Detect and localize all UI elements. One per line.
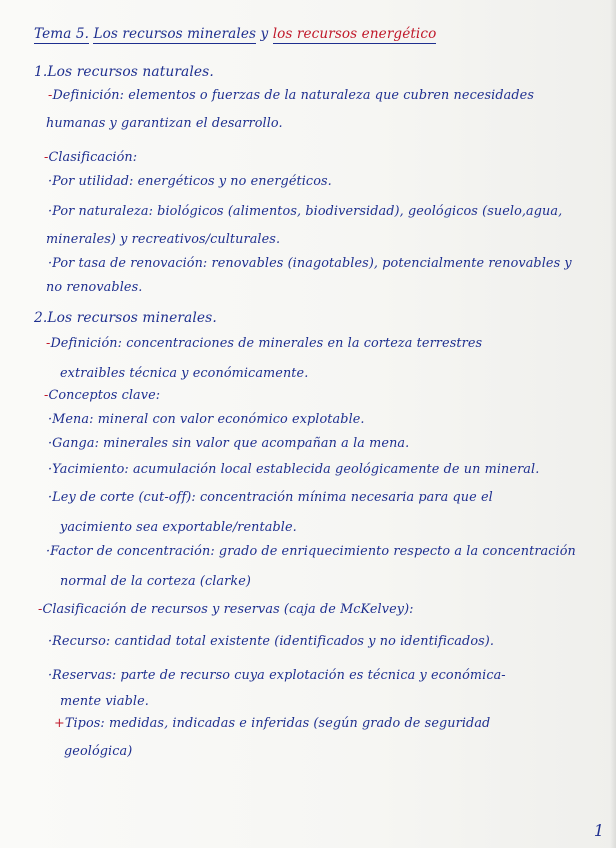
s2-concepts-marker: - [44,388,49,403]
section1-definition [48,88,534,103]
s2-concepts-label: Conceptos clave: [48,388,161,403]
s2-clasif-label: Clasificación de recursos y reservas (caja de McKelvey): [42,602,414,617]
s1-bullet-utilidad: ·Por utilidad: energéticos y no energéticos. [48,174,332,189]
s1-bullet-renovacion-cont: no renovables. [46,280,143,295]
title-prefix: Tema 5. [34,26,90,42]
section1-heading: 1.Los recursos naturales. [34,64,214,80]
s1-bullet-naturaleza-cont: minerales) y recreativos/culturales. [46,232,281,247]
s1-clasif-marker: - [44,150,49,165]
section2-classification [38,602,414,617]
section2-concepts [44,388,160,403]
s1-bullet-renovacion: ·Por tasa de renovación: renovables (inagotables), potencialmente renovables y [48,256,572,271]
s1-def-label: Definición: [52,88,125,103]
s1-def-marker: - [48,88,53,103]
s2-concept-ley-de-corte: ·Ley de corte (cut-off): concentración mínima necesaria para que el [48,490,493,505]
section2-definition [46,336,482,351]
section2-definition-cont: extraibles técnica y económicamente. [60,366,309,381]
s2-concept-mena: ·Mena: mineral con valor económico explotable. [48,412,365,427]
s1-def-text: elementos o fuerzas de la naturaleza que cubren necesidades [128,88,535,103]
s2-reservas-cont: mente viable. [60,694,149,709]
title-connector: y [260,26,269,42]
page-number: 1 [593,821,604,840]
s2-tipos-text: Tipos: medidas, indicadas e inferidas (según grado de seguridad [64,716,491,731]
s2-def-marker: - [46,336,51,351]
s1-clasif-label: Clasificación: [48,150,138,165]
section1-classification [44,150,137,165]
section2-heading: 2.Los recursos minerales. [34,310,217,326]
title-part2: los recursos energético [272,26,437,42]
s1-bullet-naturaleza: ·Por naturaleza: biológicos (alimentos, biodiversidad), geológicos (suelo,agua, [48,204,563,219]
s2-concept-ganga: ·Ganga: minerales sin valor que acompañan a la mena. [48,436,410,451]
s2-def-label: Definición: [50,336,123,351]
page-title [34,26,436,42]
s2-def-text: concentraciones de minerales en la corteza terrestres [126,336,483,351]
s2-tipos-cont: geológica) [64,744,133,759]
section1-definition-cont: humanas y garantizan el desarrollo. [46,116,283,131]
s2-recurso: ·Recurso: cantidad total existente (identificados y no identificados). [48,634,495,649]
s2-concept-yacimiento: ·Yacimiento: acumulación local establecida geológicamente de un mineral. [48,462,540,477]
s2-tipos [54,716,490,731]
s2-concept-ley-de-corte-cont: yacimiento sea exportable/rentable. [60,520,297,535]
s2-reservas: ·Reservas: parte de recurso cuya explotación es técnica y económica- [48,668,506,683]
s2-concept-factor: ·Factor de concentración: grado de enriquecimiento respecto a la concentración [46,544,576,559]
s2-clasif-marker: - [38,602,43,617]
title-part1: Los recursos minerales [93,26,257,42]
s2-concept-factor-cont: normal de la corteza (clarke) [60,574,251,589]
s2-tipos-marker: + [54,716,65,731]
page-edge-shadow [610,0,616,848]
